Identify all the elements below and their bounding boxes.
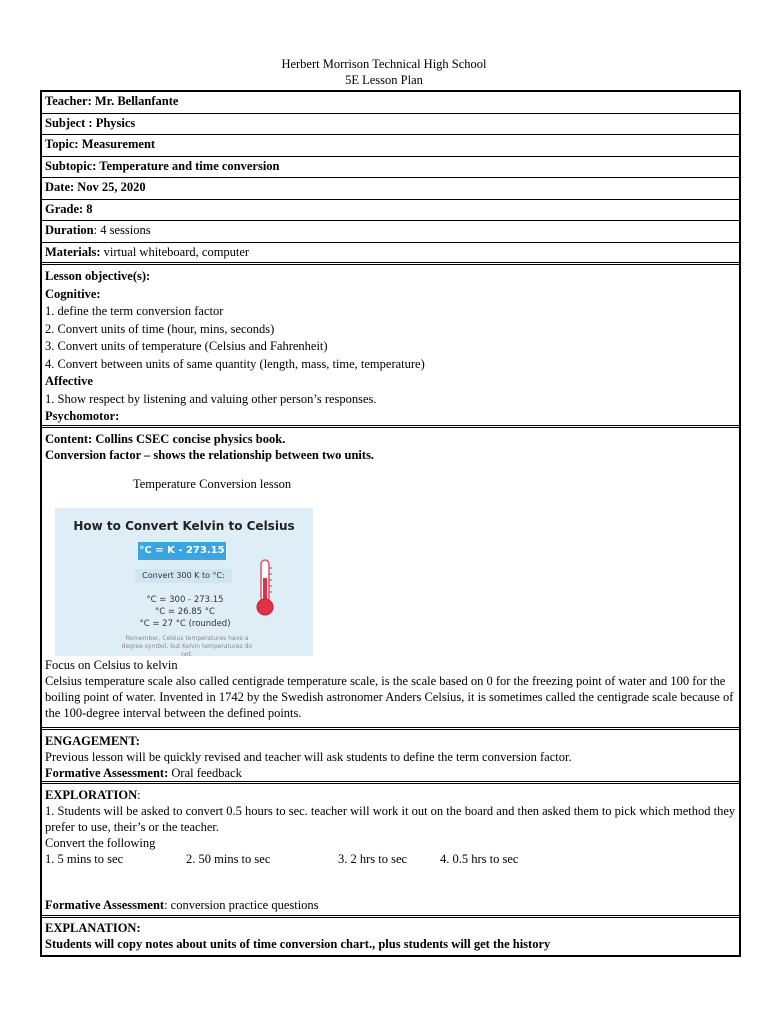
kelvin-celsius-image: [55, 508, 313, 656]
date-row: [42, 178, 739, 200]
exploration-section: [42, 784, 739, 918]
subtopic-row: [42, 157, 739, 178]
calc-line: °C = 300 - 273.15: [146, 595, 224, 605]
engagement-section: [42, 730, 739, 784]
subject-label: Subject : Physics: [45, 116, 136, 130]
duration-value: : 4 sessions: [93, 223, 151, 237]
exercise-item: 3. 2 hrs to sec: [338, 852, 408, 866]
image-note: Remember, Celsius temperatures have a degree symbol, but Kelvin temperatures do not.: [121, 635, 253, 656]
document-header: [0, 56, 768, 88]
content-section: [42, 428, 739, 730]
image-convert: Convert 300 K to °C:: [135, 569, 232, 583]
exploration-text: 1. Students will be asked to convert 0.5 hours to sec. teacher will work it out on the board and then asked them to pick which method they prefer to use, their’s or the teacher.: [45, 804, 736, 834]
materials-value: virtual whiteboard, computer: [100, 245, 250, 259]
thermometer-icon: [252, 558, 278, 618]
engagement-fa-value: Oral feedback: [168, 766, 242, 780]
exploration-heading: EXPLORATION: [45, 788, 138, 802]
exploration-heading-suffix: :: [137, 788, 141, 802]
grade-row: [42, 200, 739, 221]
teacher-row: [42, 92, 739, 114]
cognitive-heading: Cognitive:: [45, 286, 101, 301]
image-calculation: [135, 594, 235, 630]
materials-label: Materials:: [45, 245, 101, 259]
topic-row: [42, 135, 739, 157]
exercise-item: 4. 0.5 hrs to sec: [440, 852, 519, 866]
convert-label: Convert the following: [45, 836, 156, 850]
exercise-list: [45, 851, 739, 867]
topic-label: Topic: Measurement: [45, 137, 156, 151]
exercise-item: 2. 50 mins to sec: [186, 852, 271, 866]
cognitive-item: 3. Convert units of temperature (Celsius and Fahrenheit): [45, 339, 328, 353]
grade-label: Grade: 8: [45, 202, 93, 216]
engagement-heading: ENGAGEMENT:: [45, 734, 140, 748]
affective-item: 1. Show respect by listening and valuing other person’s responses.: [45, 391, 377, 406]
duration-row: [42, 221, 739, 243]
cognitive-item: 4. Convert between units of same quantity (length, mass, time, temperature): [45, 356, 425, 371]
focus-line: Focus on Celsius to kelvin: [45, 658, 178, 672]
engagement-fa-label: Formative Assessment:: [45, 766, 169, 780]
engagement-text: Previous lesson will be quickly revised and teacher will ask students to define the term conversion factor.: [45, 750, 572, 764]
date-label: Date: Nov 25, 2020: [45, 180, 146, 194]
subtopic-label: Subtopic: Temperature and time conversion: [45, 159, 280, 173]
cognitive-item: 1. define the term conversion factor: [45, 304, 224, 318]
image-title: How to Convert Kelvin to Celsius: [73, 519, 295, 533]
content-line-1: Content: Collins CSEC concise physics book.: [45, 432, 286, 446]
calc-line: °C = 26.85 °C: [155, 607, 215, 617]
affective-heading: Affective: [45, 374, 93, 388]
subject-row: [42, 114, 739, 135]
explanation-section: [42, 918, 739, 955]
exercise-item: 1. 5 mins to sec: [45, 852, 124, 866]
materials-row: [42, 243, 739, 265]
duration-label: Duration: [45, 223, 94, 237]
plan-title: 5E Lesson Plan: [345, 73, 423, 87]
objectives-heading: Lesson objective(s):: [45, 269, 151, 283]
content-line-2: Conversion factor – shows the relationship between two units.: [45, 448, 375, 462]
objectives-section: [42, 265, 739, 428]
image-formula: °C = K - 273.15: [138, 542, 226, 560]
school-name: Herbert Morrison Technical High School: [281, 57, 487, 71]
exploration-fa-label: Formative Assessment: [45, 898, 165, 912]
lesson-title: Temperature Conversion lesson: [133, 477, 292, 491]
explanation-text: Students will copy notes about units of time conversion chart., plus students will get the history: [45, 937, 551, 951]
lesson-plan-table: [40, 90, 741, 957]
calc-line: °C = 27 °C (rounded): [139, 619, 231, 629]
cognitive-item: 2. Convert units of time (hour, mins, seconds): [45, 321, 275, 336]
teacher-label: Teacher: Mr. Bellanfante: [45, 94, 179, 108]
exploration-fa-value: : conversion practice questions: [164, 898, 319, 912]
celsius-paragraph: Celsius temperature scale also called centigrade temperature scale, is the scale based on 0 for the freezing point of water and 100 for the boiling point of water. Invented in 1742 by the Swedish astronomer Anders Celsius, it is sometimes called the centigrade scale because of the 100-degree interval between the defined points.: [45, 674, 734, 720]
explanation-heading: EXPLANATION:: [45, 921, 141, 935]
psychomotor-heading: Psychomotor:: [45, 409, 120, 423]
